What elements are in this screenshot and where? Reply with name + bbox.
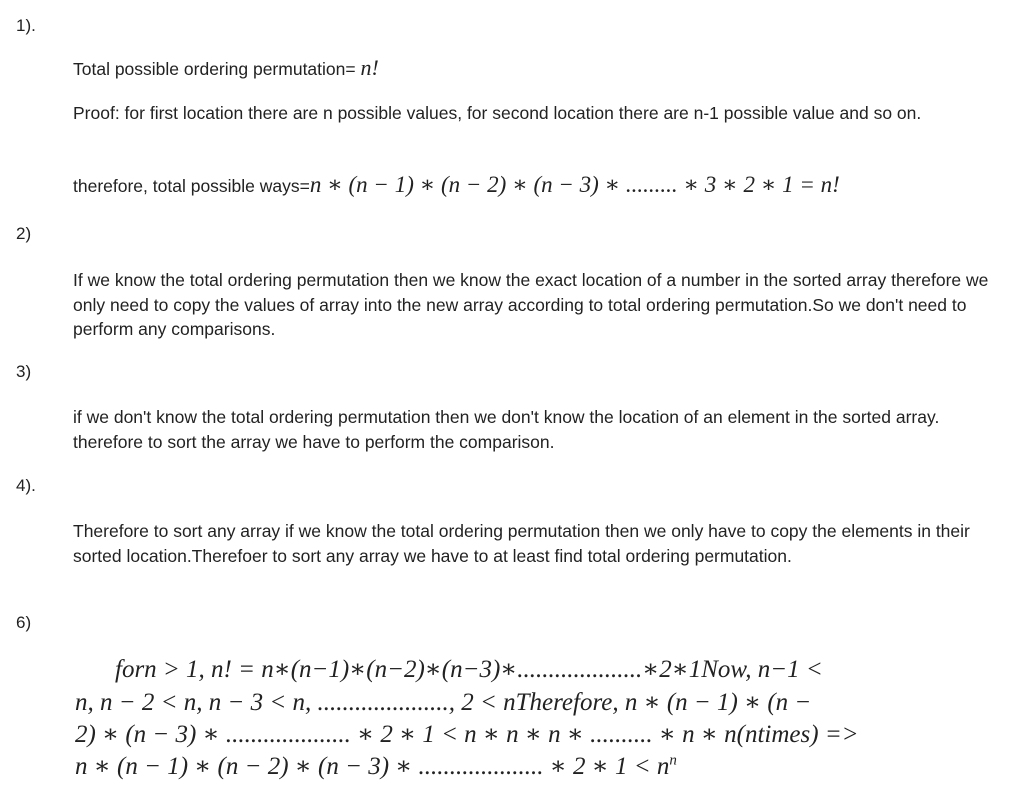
- answer-4-paragraph: Therefore to sort any array if we know the total ordering permutation then we only have to copy the elements in their sorted location.Therefoer to sort any array we have to at least find total ordering permutation.: [73, 521, 970, 566]
- item-number-4: 4).: [16, 476, 36, 495]
- item-number-2: 2): [16, 224, 32, 243]
- answer-1-ways-math: n ∗ (n − 1) ∗ (n − 2) ∗ (n − 3) ∗ ......... ∗ 3 ∗ 2 ∗ 1 = n!: [309, 172, 840, 197]
- answer-2-paragraph: If we know the total ordering permutation then we know the exact location of a number in the sorted array therefore we only need to copy the values of array into the new array according to total ordering permutation.So we don't need to perform any comparisons.: [73, 270, 989, 339]
- answer-6-math-line-1: forn > 1, n! = n∗(n−1)∗(n−2)∗(n−3)∗....................∗2∗1Now, n−1 <: [115, 656, 823, 683]
- item-number-6: 6): [16, 613, 32, 632]
- item-number-1: 1).: [16, 16, 36, 35]
- answer-6-math-line-4: [75, 751, 677, 781]
- answer-6-math-line-4-text: n ∗ (n − 1) ∗ (n − 2) ∗ (n − 3) ∗ .................... ∗ 2 ∗ 1 < n: [75, 753, 670, 780]
- item-number-3: 3): [16, 362, 32, 381]
- answer-1-proof: Proof: for first location there are n possible values, for second location there are n-1 possible value and so on.: [73, 103, 922, 123]
- answer-3-paragraph: if we don't know the total ordering permutation then we don't know the location of an element in the sorted array. therefore to sort the array we have to perform the comparison.: [73, 407, 940, 452]
- answer-1-ways-text: therefore, total possible ways=: [73, 176, 310, 196]
- answer-6-math-line-2: n, n − 2 < n, n − 3 < n, ....................., 2 < nTherefore, n ∗ (n − 1) ∗ (n −: [75, 689, 812, 716]
- answer-1-text: Total possible ordering permutation=: [73, 59, 361, 79]
- answer-6-math-line-3: 2) ∗ (n − 3) ∗ .................... ∗ 2 ∗ 1 < n ∗ n ∗ n ∗ .......... ∗ n ∗ n(ntimes) =>: [75, 721, 859, 748]
- answer-1-line: [73, 56, 1008, 82]
- answer-6-exponent: n: [669, 752, 677, 769]
- answer-1-math: n!: [360, 55, 379, 80]
- answer-1-ways: [73, 172, 840, 198]
